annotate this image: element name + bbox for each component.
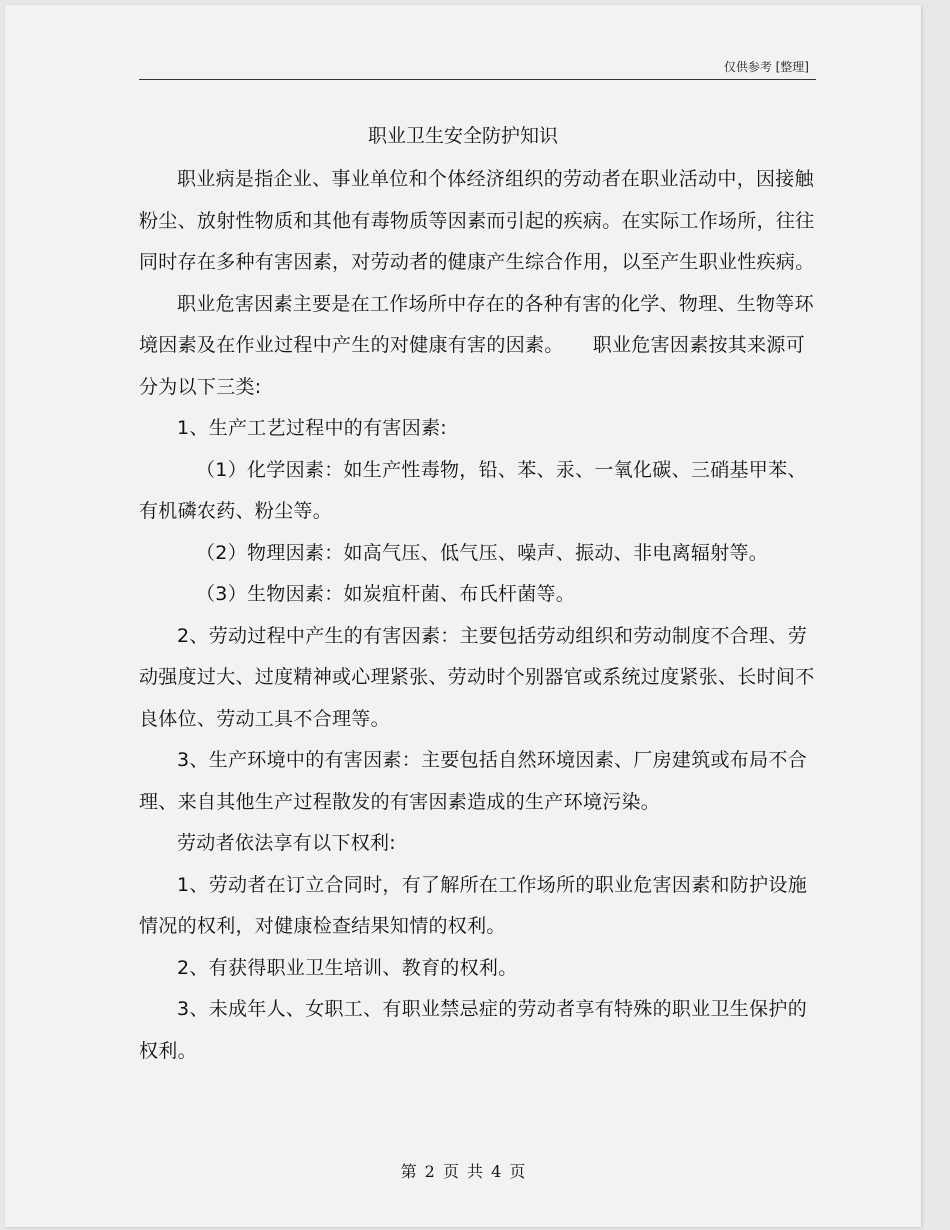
header-note: 仅供参考 [整理] [723, 60, 809, 74]
page-number: 第 2 页 共 4 页 [400, 1162, 526, 1181]
list-heading-2: 2、劳动过程中产生的有害因素：主要包括劳动组织和劳动制度不合理、劳动强度过大、过度精神或心理紧张、劳动时个别器官或系统过度紧张、长时间不良体位、劳动工具不合理等。 [139, 624, 815, 730]
paragraph-1: 职业病是指企业、事业单位和个体经济组织的劳动者在职业活动中，因接触粉尘、放射性物质和其他有毒物质等因素而引起的疾病。在实际工作场所，往往同时存在多种有害因素，对劳动者的健康产生综合作用，以至产生职业性疾病。 [139, 168, 815, 273]
rights-heading: 劳动者依法享有以下权利: [177, 832, 397, 854]
document-page [5, 5, 921, 1227]
list-item-physical: （2）物理因素：如高气压、低气压、噪声、振动、非电离辐射等。 [196, 541, 769, 564]
rights-item-3: 3、未成年人、女职工、有职业禁忌症的劳动者享有特殊的职业卫生保护的权利。 [139, 998, 807, 1062]
rights-item-2: 2、有获得职业卫生培训、教育的权利。 [177, 956, 518, 979]
list-item-biological: （3）生物因素：如炭疽杆菌、布氏杆菌等。 [196, 583, 576, 605]
document-body [139, 159, 819, 1072]
header-rule [139, 79, 816, 80]
paragraph-2: 职业危害因素主要是在工作场所中存在的各种有害的化学、物理、生物等环境因素及在作业过程中产生的对健康有害的因素。 职业危害因素按其来源可分为以下三类: [139, 292, 814, 398]
document-title: 职业卫生安全防护知识 [367, 125, 558, 147]
rights-item-1: 1、劳动者在订立合同时，有了解所在工作场所的职业危害因素和防护设施情况的权利，对健康检查结果知情的权利。 [139, 873, 807, 937]
list-heading-3: 3、生产环境中的有害因素：主要包括自然环境因素、厂房建筑或布局不合理、来自其他生产过程散发的有害因素造成的生产环境污染。 [139, 749, 807, 813]
list-item-chemical: （1）化学因素：如生产性毒物，铅、苯、汞、一氧化碳、三硝基甲苯、有机磷农药、粉尘等。 [139, 458, 807, 522]
list-heading-1: 1、生产工艺过程中的有害因素: [177, 417, 447, 439]
